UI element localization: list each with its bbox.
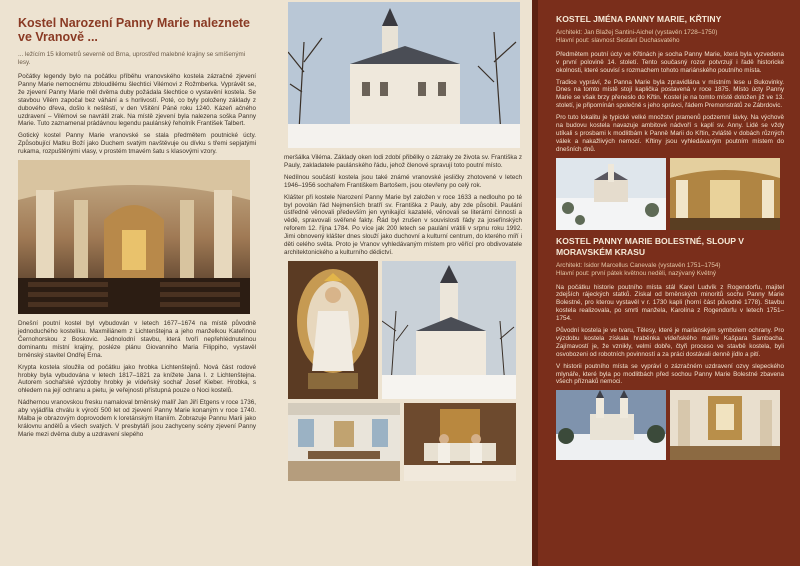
left-intro: ... ležícím 15 kilometrů severně od Brna, uprostřed malebné krajiny se smíšenými lesy. (18, 51, 246, 66)
sloup-photo-row (556, 390, 784, 460)
krtiny-photo-row (556, 158, 784, 230)
krtiny-interior-photo (670, 158, 780, 230)
section-krtiny-feast: Hlavní pout: slavnost Sestání Duchasvatého (556, 36, 680, 44)
right-column-edge (532, 0, 538, 566)
middle-paragraph-2: Nedílnou součástí kostela jsou také známé vranovské jesličky zhotovené v letech 1946–1956 sochařem Františkem Bartošem, jsou otevřeny po celý rok. (284, 173, 522, 189)
middle-paragraph-3: Klášter při kostele Narození Panny Marie byl založen v roce 1633 a nedlouho po té byl povolán řád Nejmenších bratří sv. Františka z Pauly, aby zde působil. Paulání ústředně věnovali především jen vynikající kazatelé, věnovali se literární činnosti a vědě, spravovali svěřené fakty. Řád byl zrušen v souvislosti řády za josefínských reforem 12. října 1784. Po více jak 200 letech se paulání vrátili v srpnu roku 1992. Jimi obnovený klášter dnes slouží jako duchovní a kulturní centrum, do kterého míří i děti celého světa. Proto je Vranov vyhledávaným místem pro věřící pro obdivovatele architektonického a kulturního dědictví. (284, 193, 522, 256)
left-title: Kostel Narození Panny Marie naleznete ve Vranově ... (18, 16, 251, 44)
section-sloup-feast: Hlavní pout: první pátek květnou neděli, nazývaný Květný (556, 269, 716, 277)
church-tower-winter-photo (382, 261, 516, 399)
left-paragraph-5: Nádhernou vranovskou fresku namaloval brněnský malíř Jan Jiří Etgens v roce 1736, aby vyjádřila chválu k výročí 500 let od zjevení Panny Marie konaným v roce 1740. Malba je obrazovým doprovodem k loretánským litaniím. Zobrazuje Pannu Marii jako královnu andělů a všech svatých. V presbytáři jsou zachyceny scény zjevení Panny Marie mezi dvěma duby a uzdravení slepého (18, 399, 256, 438)
left-column (0, 0, 270, 566)
left-paragraph-4: Krypta kostela sloužila od počátku jako hrobka Lichtenštejnů. Nová část rodové hrobky byla vybudována v letech 1817–1821 za knížete Jana I. z Lichtenštejna. Autorem sochařské výzdoby hrobky je vídeňský sochař Josef Kieber. Hrobka, s ohledem na její ochranu a pietu, je veřejnosti přístupná pouze o Noci kostelů. (18, 363, 256, 395)
sloup-church-winter-photo (556, 390, 666, 460)
section-krtiny-paragraph-3: Pro tuto lokalitu je typické velké množství pramenů podzemní lávky. Na výchově na budovu kostela navazuje ambitové nádvoří s kaplí sv. Anny. Lidé se vždy utíkali s prosbami k modlitbám k Panně Marii do Křtin, zvláště v dobách různých válek a nakažlivých nemocí. Křtiny jsou vyhledávaným poutním místem do dnešních dnů. (556, 114, 784, 153)
section-sloup-paragraph-1: Na počátku historie poutního místa stál Karel Ludvík z Rogendorfu, majitel zdejších rájeckých statků. Získal od brněnských minoritů sochu Panny Marie Bolestné, pro kterou vystavěl v r. 1730 kapli (horní část původně 1778). Stavbu kostela realizovala, po smrti manžela, Karolína z Rogendorfu v letech 1751–1754. (556, 283, 784, 323)
cloister-room-photo (288, 403, 400, 481)
section-sloup-paragraph-2: Původní kostela je ve tvaru, Tělesy, které je mariánským symbolem ochrany. Pro výzdobu kostela získala hraběnka vídeňského malíře Kašpara Sambacha. Zajímavostí je, že vznikly, velmi dobře, čtyři proceso ve stavbě kostela, byli osvobozeni od robotních povinností a za práci dostávali denně jídlo a pití. (556, 327, 784, 358)
section-sloup-paragraph-3: V historii poutního místa se vypráví o zázračném uzdravení ozvy slepeckého mlynáře, které byla po modlitbách před sochou Panny Marie Bolestné zbavena všech příznaků nemoci. (556, 362, 784, 386)
right-column (532, 0, 800, 566)
left-paragraph-2: Gotický kostel Panny Marie vranovské se stala předmětem poutnické úcty. Způsobující Matku Boží jako Duchem svatým navštěvuje ou dívku s třemi sepjatými rukama, rozpuštěnými vlasy, v prostém tmavém šatu s klasovými vzory. (18, 132, 256, 156)
middle-photo-row-2 (288, 403, 522, 481)
section-krtiny-architect: Architekt: Jan Blažej Santini-Aichel (vystavěn 1728–1750) (556, 29, 718, 36)
krtiny-aerial-winter-photo (556, 158, 666, 230)
church-interior-photo (18, 160, 250, 314)
section-krtiny-paragraph-1: Předmětem poutní úcty ve Křtinách je socha Panny Marie, která byla vyzvedena v první polovině 14. století. Tento současný rozor potvrzují i řadě historické okolnosti, které souvisí s rozmachem tohoto mariánského poutního místa. (556, 50, 784, 74)
section-krtiny-title: KOSTEL JMÉNA PANNY MARIE, KŘTINY (556, 14, 722, 24)
church-winter-photo (288, 2, 520, 148)
section-sloup-architect: Architekt: Isidor Marcellus Canevale (vystavěn 1751–1754) (556, 261, 721, 269)
left-paragraph-1: Počátky legendy bylo na počátku příběhu vranovského kostela zázračné zjevení Panny Marie nemocnému zbloudilému šlechtici Vilémovi z Rožmberka. Vyprávět se, že zjevení Panny Marie měl dvěma duby požádala šlechtice o vystavění kostela. Se stavbou Vilém započal bez váhání a s horlivostí. Poté, co byly položeny základy z dubového dřeva, došlo k neštěstí, v den Všitění Páně roku 1240. Kázeň ačného uzdravení – Vilémovi se navrátil zrak. Na místě zjevení byla nalezena soška Panny Marie. Tuto zaznamenal prádávnou legendu paulánský řeholník František Talbert. (18, 73, 256, 128)
middle-column (270, 0, 532, 566)
section-krtiny-paragraph-2: Tradice vypráví, že Panna Marie byla zpravidlána v místním lese u Bukovinky. Dnes na tomto místě stojí kaplička postavená v roce 1875. Místo úcty Panny Marie se však brzy přeneslo do Křtin. Kostel je na tomto místě doložen již ve 13. století, je připomínán společně s jeho správci, řádem Premonstrátů ze Zábrdovic. (556, 78, 784, 110)
middle-paragraph-1: meršálka Viléma. Základy oken lodi zdobí přibělky o zázraky ze života sv. Františka z Pauly, zakladatele paulánského řádu, jehož členové spravují toto poutní místo. (284, 154, 522, 169)
section-sloup-title: KOSTEL PANNY MARIE BOLESTNÉ, SLOUP V MORAVSKÉM KRASU (556, 235, 744, 257)
sloup-altar-photo (670, 390, 780, 460)
mass-celebration-photo (404, 403, 516, 481)
madonna-statue-photo (288, 261, 378, 399)
middle-photo-row (288, 261, 522, 399)
left-paragraph-3: Dnešní poutní kostel byl vybudován v letech 1677–1674 na místě původně jednoduchého kostelíku. Maxmiliánem z Lichtenštejna a jeho manželkou Kateřinou Černohorskou z Boskovic. Jednolodní stavbu, která tvoří nepřehlédnutelnou dominantu místní krajiny, posléze plánu Giovanniho Maria Filippiho, vystavěl brněnský stavitel Ondřej Erna. (18, 320, 256, 359)
